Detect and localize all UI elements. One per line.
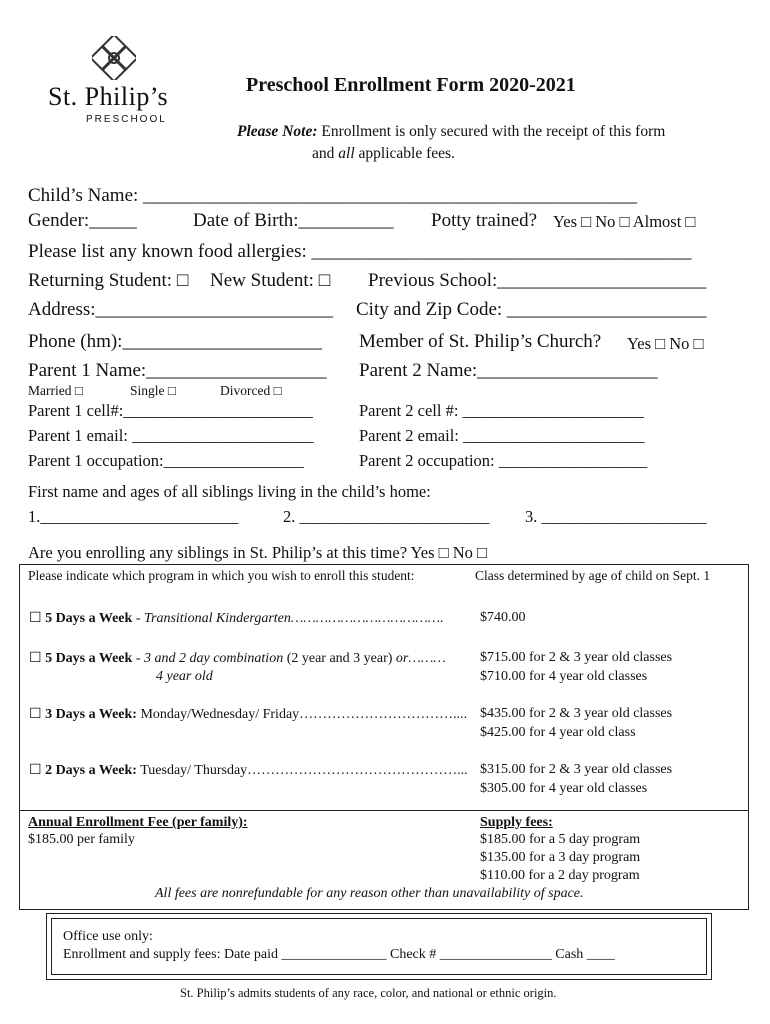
office-use-fees-line[interactable]: Enrollment and supply fees: Date paid _______________ Check # ________________ Cash ____ <box>63 947 615 962</box>
church-member-label: Member of St. Philip’s Church? <box>359 331 602 352</box>
nondiscrimination-footer: St. Philip’s admits students of any race, color, and national or ethnic origin. <box>180 986 557 1000</box>
enrollment-note-line2: and all applicable fees. <box>312 145 455 162</box>
cross-emblem-icon <box>92 36 136 80</box>
class-age-note: Class determined by age of child on Sept. 1 <box>475 568 711 583</box>
program-3day[interactable]: ☐ 3 Days a Week: Monday/Wednesday/ Friday…………………………….... <box>29 707 468 722</box>
parent2-name-field[interactable]: Parent 2 Name:___________________ <box>359 360 658 381</box>
home-phone-field[interactable]: Phone (hm):_____________________ <box>28 331 322 352</box>
nonrefundable-note: All fees are nonrefundable for any reason other than unavailability of space. <box>155 886 584 901</box>
enrolling-siblings-question[interactable]: Are you enrolling any siblings in St. Philip’s at this time? Yes □ No □ <box>28 543 488 562</box>
page-title: Preschool Enrollment Form 2020-2021 <box>246 74 576 96</box>
returning-student-checkbox[interactable]: Returning Student: □ <box>28 270 189 291</box>
program-5day-tk-price: $740.00 <box>480 610 526 625</box>
potty-trained-options[interactable]: Yes □ No □ Almost □ <box>553 212 696 231</box>
checkbox-icon[interactable]: ☐ <box>29 611 42 626</box>
potty-trained-label: Potty trained? <box>431 210 538 231</box>
parent1-occupation-field[interactable]: Parent 1 occupation:_________________ <box>28 451 304 470</box>
logo-name: St. Philip’s <box>48 82 169 111</box>
dob-field[interactable]: Date of Birth:__________ <box>193 210 394 231</box>
siblings-label: First name and ages of all siblings living in the child’s home: <box>28 482 431 501</box>
checkbox-icon[interactable]: ☐ <box>29 651 42 666</box>
program-5day-combo-price-2: $710.00 for 4 year old classes <box>480 669 648 684</box>
program-2day[interactable]: ☐ 2 Days a Week: Tuesday/ Thursday………………………………………... <box>29 763 468 778</box>
single-checkbox[interactable]: Single □ <box>130 383 177 398</box>
program-5day-tk[interactable]: ☐ 5 Days a Week - Transitional Kindergarten………………………………. <box>29 611 444 626</box>
church-member-options[interactable]: Yes □ No □ <box>627 334 704 353</box>
program-5day-combo[interactable]: ☐ 5 Days a Week - 3 and 2 day combination (2 year and 3 year) or……… <box>29 651 446 666</box>
program-3day-price-1: $435.00 for 2 & 3 year old classes <box>480 706 673 721</box>
annual-fee-label: Annual Enrollment Fee (per family): <box>28 815 248 830</box>
supply-fee-2day: $110.00 for a 2 day program <box>480 868 640 883</box>
annual-fee-value: $185.00 per family <box>28 832 135 847</box>
parent2-cell-field[interactable]: Parent 2 cell #: ______________________ <box>359 401 645 420</box>
office-use-label: Office use only: <box>63 929 153 944</box>
program-intro: Please indicate which program in which you wish to enroll this student: <box>28 568 415 583</box>
supply-fee-5day: $185.00 for a 5 day program <box>480 832 641 847</box>
program-5day-combo-line2: 4 year old <box>156 669 213 684</box>
new-student-checkbox[interactable]: New Student: □ <box>210 270 331 291</box>
program-5day-combo-price-1: $715.00 for 2 & 3 year old classes <box>480 650 673 665</box>
parent1-cell-field[interactable]: Parent 1 cell#:_______________________ <box>28 401 314 420</box>
checkbox-icon[interactable]: ☐ <box>29 763 42 778</box>
parent1-name-field[interactable]: Parent 1 Name:___________________ <box>28 360 327 381</box>
enrollment-note: Please Note: Enrollment is only secured with the receipt of this form <box>237 123 666 140</box>
food-allergies-field[interactable]: Please list any known food allergies: ________________________________________ <box>28 241 692 262</box>
sibling-2-field[interactable]: 2. _______________________ <box>283 507 490 526</box>
supply-fee-3day: $135.00 for a 3 day program <box>480 850 641 865</box>
sibling-1-field[interactable]: 1.________________________ <box>28 507 239 526</box>
city-zip-field[interactable]: City and Zip Code: _____________________ <box>356 299 707 320</box>
logo-subtitle: PRESCHOOL <box>86 114 167 125</box>
program-3day-price-2: $425.00 for 4 year old class <box>480 725 636 740</box>
previous-school-field[interactable]: Previous School:______________________ <box>368 270 707 291</box>
sibling-3-field[interactable]: 3. ____________________ <box>525 507 707 526</box>
supply-fee-label: Supply fees: <box>480 815 553 830</box>
program-2day-price-2: $305.00 for 4 year old classes <box>480 781 648 796</box>
married-checkbox[interactable]: Married □ <box>28 383 84 398</box>
divorced-checkbox[interactable]: Divorced □ <box>220 383 282 398</box>
parent2-email-field[interactable]: Parent 2 email: ______________________ <box>359 426 645 445</box>
gender-field[interactable]: Gender:_____ <box>28 210 137 231</box>
checkbox-icon[interactable]: ☐ <box>29 707 42 722</box>
parent2-occupation-field[interactable]: Parent 2 occupation: __________________ <box>359 451 648 470</box>
program-2day-price-1: $315.00 for 2 & 3 year old classes <box>480 762 673 777</box>
childs-name-field[interactable]: Child’s Name: ____________________________________________________ <box>28 185 638 206</box>
parent1-email-field[interactable]: Parent 1 email: ______________________ <box>28 426 314 445</box>
address-field[interactable]: Address:_________________________ <box>28 299 334 320</box>
section-divider <box>19 810 749 811</box>
